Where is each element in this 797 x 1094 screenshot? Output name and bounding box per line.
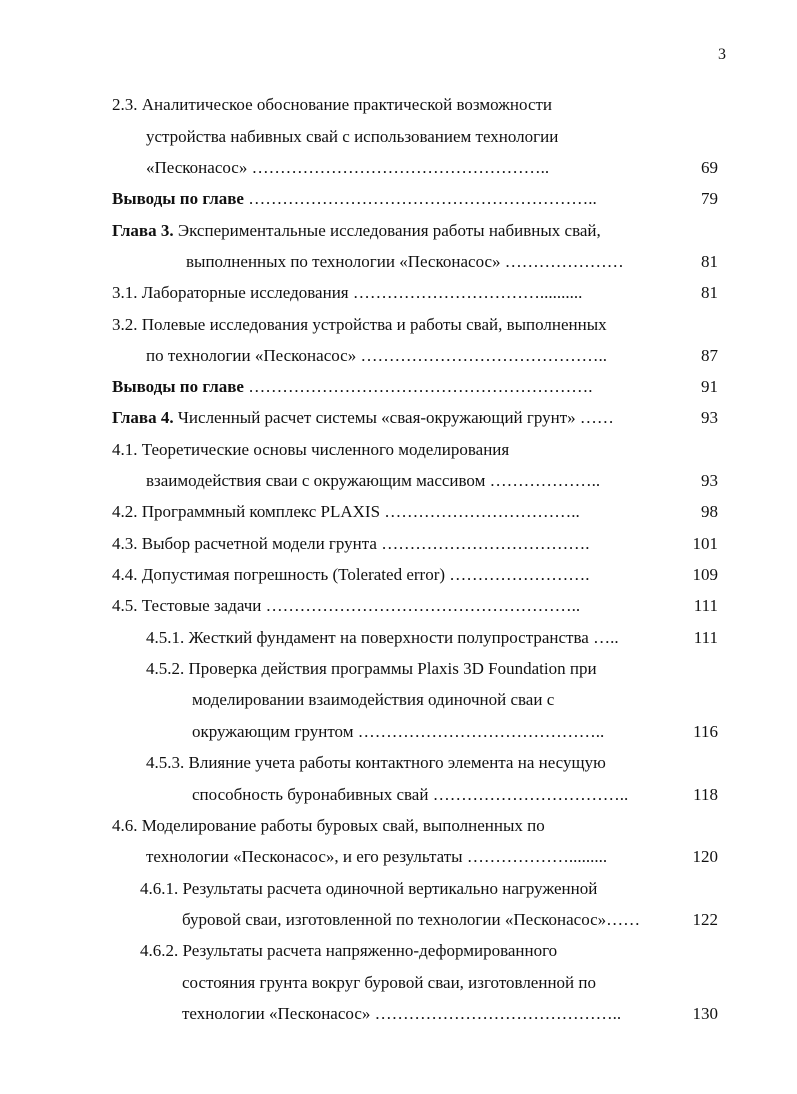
toc-entry-text: 4.5. Тестовые задачи ……………………………………………….. <box>112 596 581 615</box>
toc-page-number: 120 <box>692 847 718 866</box>
toc-page-number: 118 <box>693 785 718 804</box>
toc-entry-text: 4.5.3. Влияние учета работы контактного элемента на несущую <box>146 753 606 772</box>
toc-page-number: 93 <box>701 471 718 490</box>
toc-page-number: 91 <box>701 377 718 396</box>
toc-entry-text: 4.3. Выбор расчетной модели грунта ………………………………. <box>112 534 590 553</box>
toc-entry-text: 4.5.1. Жесткий фундамент на поверхности полупространства ….. <box>146 628 619 647</box>
toc-entry-text: выполненных по технологии «Песконасос» ………………… <box>186 252 624 271</box>
toc-entry-text <box>112 221 601 241</box>
toc-page-number: 69 <box>701 158 718 177</box>
toc-entry-text: «Песконасос» …………………………………………….. <box>146 158 550 177</box>
toc-entry-text: 4.6.2. Результаты расчета напряженно-деформированного <box>140 941 558 960</box>
toc-page-number: 101 <box>692 534 718 553</box>
toc-page-number: 130 <box>692 1004 718 1023</box>
toc-page-number: 81 <box>701 283 718 302</box>
toc-entry-text: 3.2. Полевые исследования устройства и работы свай, выполненных <box>112 315 607 334</box>
toc-page-number: 93 <box>701 408 718 427</box>
toc-entry-text <box>112 408 614 428</box>
toc-entry-text: моделировании взаимодействия одиночной сваи с <box>192 690 555 709</box>
toc-entry-text: взаимодействия сваи с окружающим массивом ……………….. <box>146 471 601 490</box>
toc-entry-text <box>112 189 597 209</box>
toc-entry-text: 4.4. Допустимая погрешность (Tolerated error) ……………………. <box>112 565 590 584</box>
toc-page-number: 109 <box>692 565 718 584</box>
toc-entry-text: 4.6.1. Результаты расчета одиночной вертикально нагруженной <box>140 879 598 898</box>
toc-leader-dots: ……………………………………………………. <box>243 377 593 396</box>
page-number: 3 <box>718 46 726 63</box>
toc-page-number: 81 <box>701 252 718 271</box>
toc-entry-text: 4.2. Программный комплекс PLAXIS …………………………….. <box>112 502 580 521</box>
toc-entry-text: 4.1. Теоретические основы численного моделирования <box>112 440 510 459</box>
toc-page-number: 98 <box>701 502 718 521</box>
toc-entry-text: состояния грунта вокруг буровой сваи, изготовленной по <box>182 973 596 992</box>
toc-entry-text: технологии «Песконасос», и его результаты ………………......... <box>146 847 608 866</box>
toc-entry-text: 2.3. Аналитическое обоснование практической возможности <box>112 95 553 114</box>
toc-leader-dots: …………………………………………………….. <box>243 189 597 208</box>
toc-entry-bold: Выводы по главе <box>112 377 244 396</box>
toc-entry-text <box>112 377 592 397</box>
toc-entry-text: по технологии «Песконасос» …………………………………….. <box>146 346 607 365</box>
toc-entry-bold: Глава 3. <box>112 221 174 240</box>
toc-page-number: 111 <box>693 596 718 615</box>
toc-entry-text: буровой сваи, изготовленной по технологии «Песконасос»…… <box>182 910 641 929</box>
toc-page-number: 79 <box>701 189 718 208</box>
toc-page-number: 122 <box>692 910 718 929</box>
toc-page-number: 116 <box>693 722 718 741</box>
toc-entry-title: Численный расчет системы «свая-окружающий грунт» …… <box>173 408 614 427</box>
toc-entry-bold: Выводы по главе <box>112 189 244 208</box>
toc-entry-text: 4.6. Моделирование работы буровых свай, выполненных по <box>112 816 545 835</box>
toc-page-number: 111 <box>693 628 718 647</box>
toc-entry-text: окружающим грунтом …………………………………….. <box>192 722 605 741</box>
toc-page-number: 87 <box>701 346 718 365</box>
toc-entry-bold: Глава 4. <box>112 408 174 427</box>
toc-entry-text: 4.5.2. Проверка действия программы Plaxis 3D Foundation при <box>146 659 597 678</box>
toc-entry-text: способность буронабивных свай …………………………….. <box>192 785 629 804</box>
toc-entry-text: устройства набивных свай с использованием технологии <box>146 127 559 146</box>
toc-entry-text: 3.1. Лабораторные исследования …………………………….......... <box>112 283 583 302</box>
toc-entry-title: Экспериментальные исследования работы набивных свай, <box>173 221 601 240</box>
toc-entry-text: технологии «Песконасос» …………………………………….. <box>182 1004 622 1023</box>
